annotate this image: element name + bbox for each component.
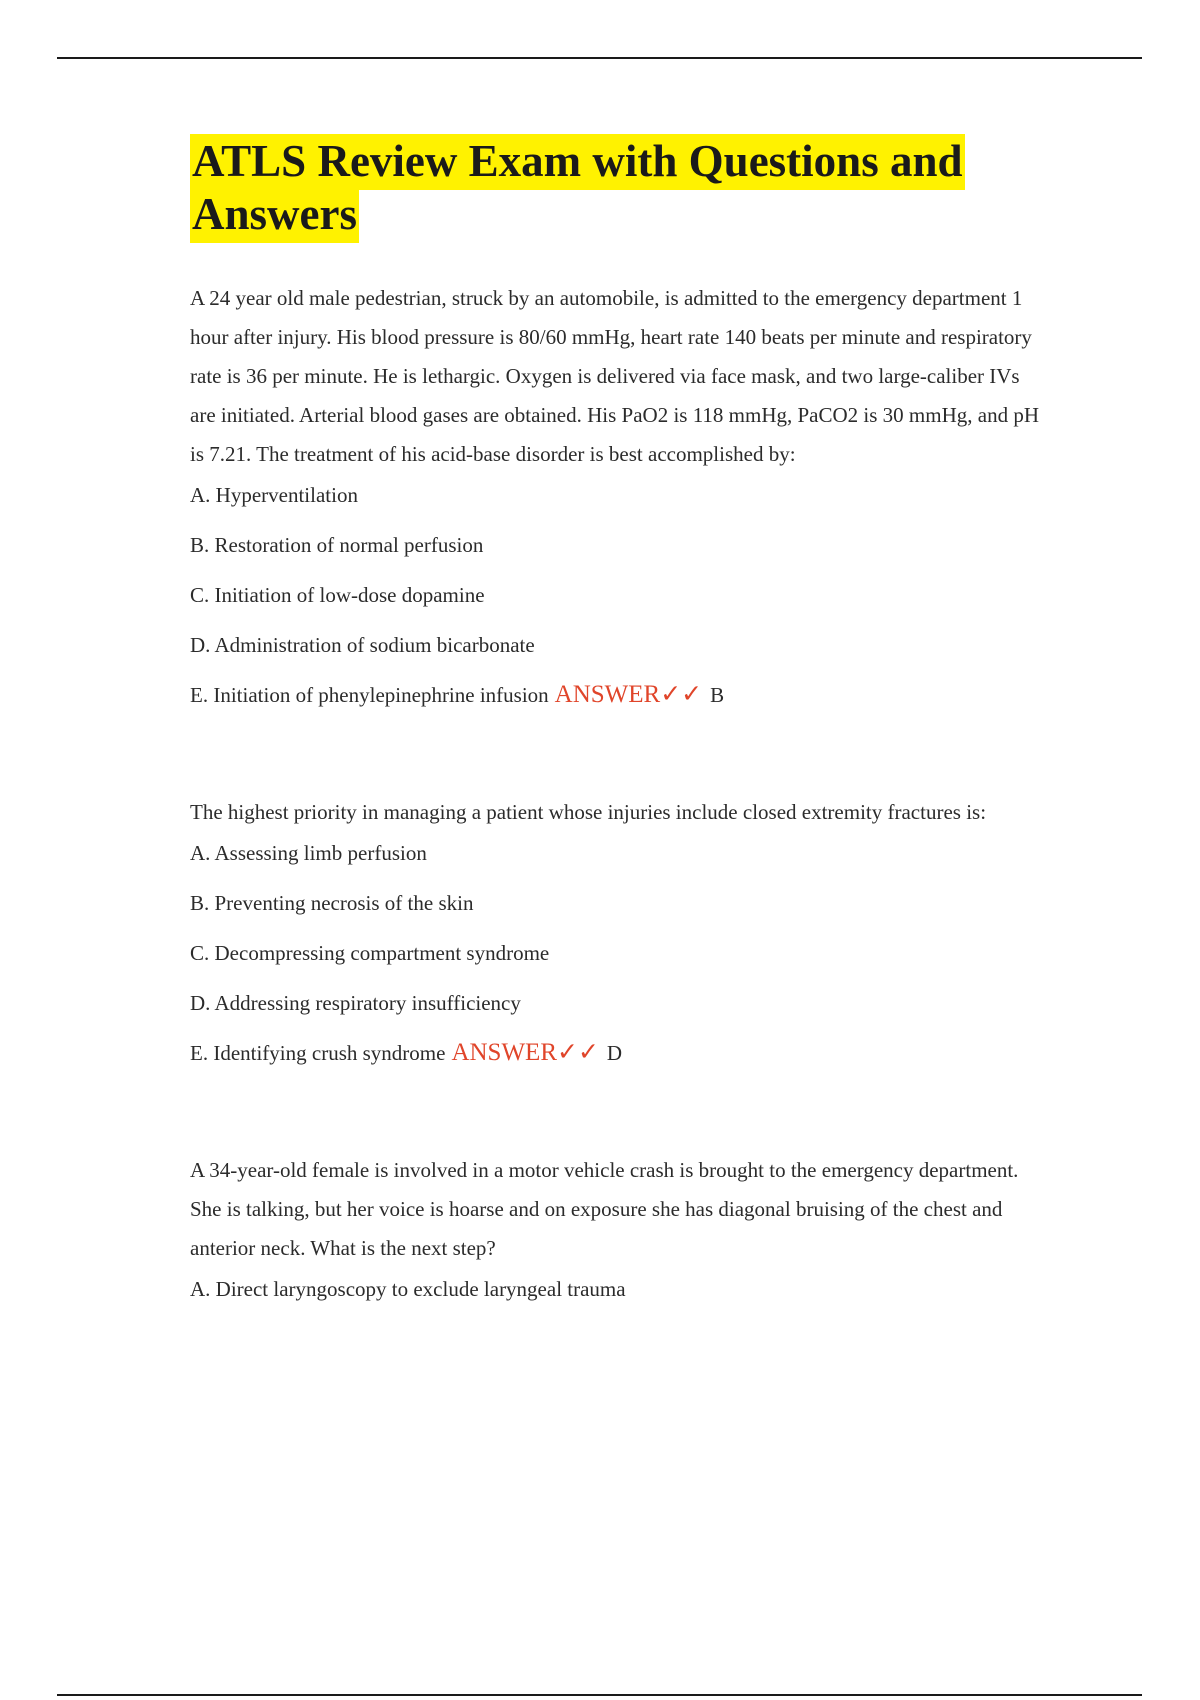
- option-d: D. Addressing respiratory insufficiency: [190, 991, 521, 1015]
- question-1: [190, 279, 1040, 708]
- answer-value: D: [606, 1041, 623, 1065]
- question-2: [190, 793, 1040, 1066]
- option-e: E. Identifying crush syndrome: [190, 1041, 446, 1065]
- option-b: B. Restoration of normal perfusion: [190, 533, 484, 557]
- answer-label: ANSWER✓✓: [554, 681, 703, 708]
- top-rule: [57, 57, 1142, 59]
- answer-value: B: [710, 683, 725, 707]
- option-e: E. Initiation of phenylepinephrine infusion: [190, 683, 549, 707]
- document-title: [190, 135, 1040, 241]
- option-b: B. Preventing necrosis of the skin: [190, 891, 474, 915]
- option-a: A. Direct laryngoscopy to exclude laryngeal trauma: [190, 1277, 626, 1301]
- question-stem: A 24 year old male pedestrian, struck by an automobile, is admitted to the emergency department 1 hour after injury. His blood pressure is 80/60 mmHg, heart rate 140 beats per minute and respiratory rate is 36 per minute. He is lethargic. Oxygen is delivered via face mask, and two large-caliber IVs are initiated. Arterial blood gases are obtained. His PaO2 is 118 mmHg, PaCO2 is 30 mmHg, and pH is 7.21. The treatment of his acid-base disorder is best accomplished by:: [190, 286, 1040, 466]
- question-stem: A 34-year-old female is involved in a motor vehicle crash is brought to the emergency department. She is talking, but her voice is hoarse and on exposure she has diagonal bruising of the chest and anterior neck. What is the next step?: [190, 1158, 1019, 1260]
- title-highlight: ATLS Review Exam with Questions and Answers: [190, 134, 965, 243]
- bottom-rule: [57, 1694, 1142, 1696]
- option-d: D. Administration of sodium bicarbonate: [190, 633, 535, 657]
- option-e-with-answer: [190, 1040, 1040, 1066]
- question-stem: The highest priority in managing a patient whose injuries include closed extremity fractures is:: [190, 800, 987, 824]
- option-c: C. Decompressing compartment syndrome: [190, 941, 550, 965]
- option-a: A. Assessing limb perfusion: [190, 841, 427, 865]
- answer-label: ANSWER✓✓: [451, 1039, 599, 1066]
- option-c: C. Initiation of low-dose dopamine: [190, 583, 485, 607]
- question-3: [190, 1151, 1040, 1302]
- document-body: [190, 135, 1040, 1387]
- option-a: A. Hyperventilation: [190, 483, 358, 507]
- option-e-with-answer: [190, 682, 1040, 708]
